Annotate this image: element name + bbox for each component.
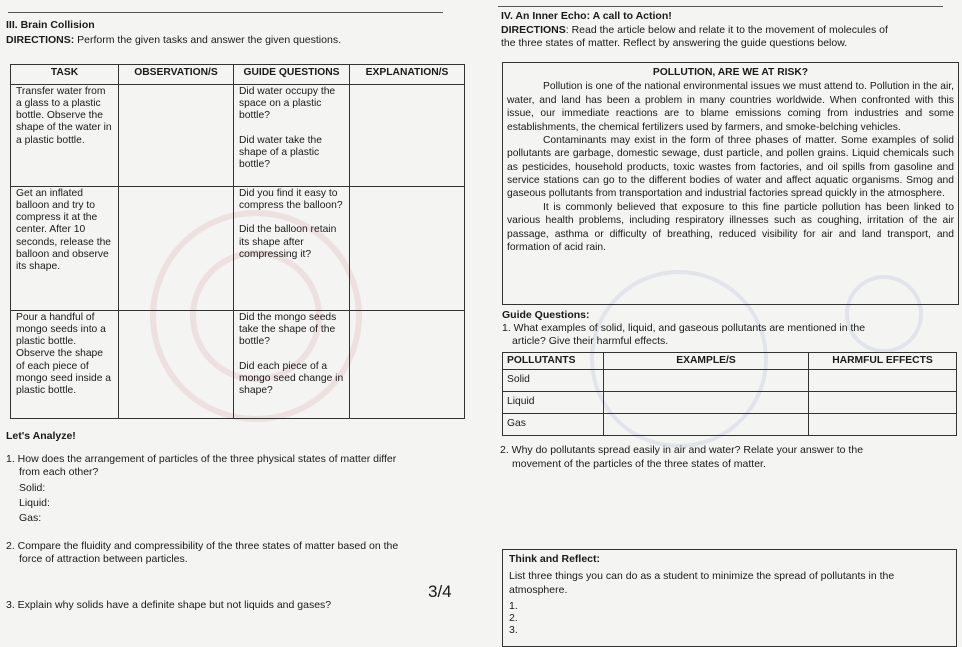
article-title: POLLUTION, ARE WE AT RISK? bbox=[652, 67, 809, 78]
table-header: HARMFUL EFFECTS bbox=[809, 353, 957, 370]
task-cell: Transfer water from a glass to a plastic bottle. Observe the shape of the water in a plastic bottle. bbox=[11, 85, 119, 187]
table-row bbox=[11, 311, 465, 419]
question-3: 3. Explain why solids have a definite shape but not liquids and gases? bbox=[6, 599, 332, 611]
pollutant-type-cell: Gas bbox=[503, 414, 604, 436]
task-cell: Get an inflated balloon and try to compress it at the center. After 10 seconds, release the balloon and observe its shape. bbox=[11, 187, 119, 311]
table-row bbox=[11, 85, 465, 187]
guide-question-2: 2. Why do pollutants spread easily in air and water? Relate your answer to the bbox=[500, 444, 864, 456]
activity-table bbox=[10, 64, 465, 419]
question-2: 2. Compare the fluidity and compressibility of the three states of matter based on the bbox=[6, 540, 399, 552]
page-number: 3/4 bbox=[428, 582, 452, 601]
section-title: III. Brain Collision bbox=[6, 19, 95, 31]
answer-label-liquid: Liquid: bbox=[19, 497, 50, 509]
list-item[interactable]: 2. bbox=[509, 612, 518, 625]
effects-cell[interactable] bbox=[809, 392, 957, 414]
example-cell[interactable] bbox=[604, 414, 809, 436]
guide-question-cell: Did water occupy the space on a plastic bottle? Did water take the shape of a plastic bottle? bbox=[234, 85, 350, 187]
example-cell[interactable] bbox=[604, 392, 809, 414]
observation-cell[interactable] bbox=[119, 311, 234, 419]
effects-cell[interactable] bbox=[809, 414, 957, 436]
guide-question-2-cont: movement of the particles of the three states of matter. bbox=[512, 458, 766, 470]
think-reflect-box bbox=[502, 549, 957, 647]
question-1: 1. How does the arrangement of particles of the three physical states of matter differ bbox=[6, 453, 397, 465]
article-box bbox=[502, 62, 959, 305]
directions: DIRECTIONS: Read the article below and relate it to the movement of molecules of bbox=[501, 24, 888, 36]
explanation-cell[interactable] bbox=[350, 85, 465, 187]
article-paragraph: Contaminants may exist in the form of three phases of matter. Some examples of solid pollutants are garbage, domestic sewage, dust particle, and pollen grains. Liquid chemicals such as pesticides, household products, toxic wastes from factories, and oil spills from gasoline and service stations can go to the different bodies of water and affect aquatic organisms. Smog and gaseous pollutants from transportation and industrial factories spread quickly in the atmosphere. bbox=[507, 134, 954, 200]
table-row bbox=[11, 187, 465, 311]
table-header: POLLUTANTS bbox=[503, 353, 604, 370]
list-item[interactable]: 3. bbox=[509, 624, 518, 637]
table-row bbox=[503, 414, 957, 436]
answer-label-gas: Gas: bbox=[19, 512, 42, 524]
answer-label-solid: Solid: bbox=[19, 482, 46, 494]
analyze-title: Let's Analyze! bbox=[6, 430, 76, 442]
think-list bbox=[509, 600, 950, 636]
article-paragraph: Pollution is one of the national environmental issues we must attend to. Pollution in the air, water, and land has been a problem in many countries worldwide. When confronted with this issue, our immediate reactions are to blame emissions coming from industries and some establishments, the chemical fertilizers used by farmers, and smoke-belching vehicles. bbox=[507, 81, 954, 133]
table-row bbox=[503, 392, 957, 414]
question-2-cont: force of attraction between particles. bbox=[19, 553, 188, 565]
explanation-cell[interactable] bbox=[350, 311, 465, 419]
question-1-cont: from each other? bbox=[19, 466, 99, 478]
table-header: EXPLANATION/S bbox=[350, 65, 465, 85]
list-item[interactable]: 1. bbox=[509, 600, 518, 613]
think-text: List three things you can do as a student to minimize the spread of pollutants in the atmosphere. bbox=[509, 569, 895, 597]
directions: DIRECTIONS: Perform the given tasks and answer the given questions. bbox=[6, 34, 341, 46]
pollutant-type-cell: Solid bbox=[503, 370, 604, 392]
guide-question-cell: Did the mongo seeds take the shape of the bottle? Did each piece of a mongo seed change in shape? bbox=[234, 311, 350, 419]
table-header: TASK bbox=[11, 65, 119, 85]
guide-question-1-cont: article? Give their harmful effects. bbox=[512, 335, 669, 347]
pollutant-type-cell: Liquid bbox=[503, 392, 604, 414]
effects-cell[interactable] bbox=[809, 370, 957, 392]
table-header: GUIDE QUESTIONS bbox=[234, 65, 350, 85]
pollutants-table bbox=[502, 352, 957, 436]
article-paragraph: It is commonly believed that exposure to this fine particle pollution has been linked to various health problems, including respiratory illnesses such as coughing, irritation of the air passage, asthma or difficulty of breathing, reduced visibility for air and land transport, and formation of acid rain. bbox=[507, 201, 954, 253]
table-row bbox=[503, 370, 957, 392]
observation-cell[interactable] bbox=[119, 85, 234, 187]
table-header: EXAMPLE/S bbox=[604, 353, 809, 370]
section-title: IV. An Inner Echo: A call to Action! bbox=[501, 10, 672, 22]
guide-question-cell: Did you find it easy to compress the balloon? Did the balloon retain its shape after compressing it? bbox=[234, 187, 350, 311]
guide-question-1: 1. What examples of solid, liquid, and gaseous pollutants are mentioned in the bbox=[502, 322, 866, 334]
task-cell: Pour a handful of mongo seeds into a plastic bottle. Observe the shape of each piece of mongo seed inside a plastic bottle. bbox=[11, 311, 119, 419]
directions-cont: the three states of matter. Reflect by answering the guide questions below. bbox=[501, 37, 848, 49]
observation-cell[interactable] bbox=[119, 187, 234, 311]
example-cell[interactable] bbox=[604, 370, 809, 392]
table-header: OBSERVATION/S bbox=[119, 65, 234, 85]
guide-questions-title: Guide Questions: bbox=[502, 309, 590, 321]
think-title: Think and Reflect: bbox=[509, 553, 601, 565]
explanation-cell[interactable] bbox=[350, 187, 465, 311]
